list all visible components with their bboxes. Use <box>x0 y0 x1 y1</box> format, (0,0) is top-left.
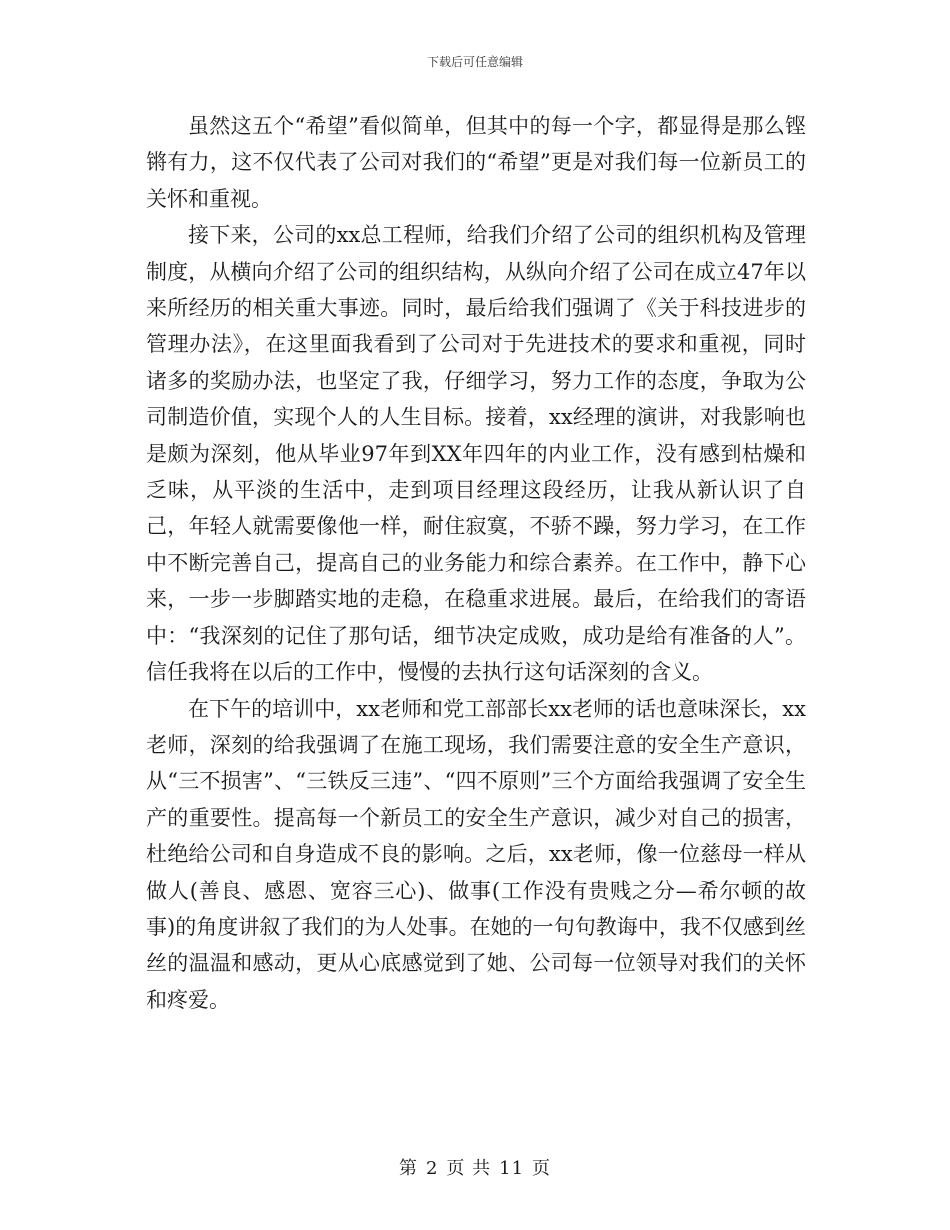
footer-prefix: 第 <box>398 1158 418 1179</box>
footer-total-pages: 11 <box>499 1158 525 1179</box>
footer-current-page: 2 <box>425 1158 439 1179</box>
document-body <box>146 108 806 1018</box>
page-header-note: 下载后可任意编辑 <box>426 55 523 69</box>
footer-middle: 页 共 <box>446 1158 492 1179</box>
paragraph-2: 接下来，公司的xx总工程师，给我们介绍了公司的组织机构及管理制度，从横向介绍了公司的组织结构，从纵向介绍了公司在成立47年以来所经历的相关重大事迹。同时，最后给我们强调了《关于科技进步的管理办法》，在这里面我看到了公司对于先进技术的要求和重视，同时诸多的奖励办法，也坚定了我，仔细学习，努力工作的态度，争取为公司制造价值，实现个人的人生目标。接着，xx经理的演讲，对我影响也是颇为深刻，他从毕业97年到XX年四年的内业工作，没有感到枯燥和乏味，从平淡的生活中，走到项目经理这段经历，让我从新认识了自己，年轻人就需要像他一样，耐住寂寞，不骄不躁，努力学习，在工作中不断完善自己，提高自己的业务能力和综合素养。在工作中，静下心来，一步一步脚踏实地的走稳，在稳重求进展。最后，在给我们的寄语中：“我深刻的记住了那句话，细节决定成败，成功是给有准备的人”。信任我将在以后的工作中，慢慢的去执行这句话深刻的含义。 <box>146 223 806 685</box>
page-number-footer <box>0 1154 950 1180</box>
paragraph-3: 在下午的培训中，xx老师和党工部部长xx老师的话也意味深长，xx老师，深刻的给我强调了在施工现场，我们需要注意的安全生产意识，从“三不损害”、“三铁反三违”、“四不原则”三个方面给我强调了安全生产的重要性。提高每一个新员工的安全生产意识，减少对自己的损害，杜绝给公司和自身造成不良的影响。之后，xx老师，像一位慈母一样从做人(善良、感恩、宽容三心)、做事(工作没有贵贱之分—希尔顿的故事)的角度讲叙了我们的为人处事。在她的一句句教诲中，我不仅感到丝丝的温温和感动，更从心底感觉到了她、公司每一位领导对我们的关怀和疼爱。 <box>146 696 806 1012</box>
footer-suffix: 页 <box>532 1158 552 1179</box>
paragraph-1: 虽然这五个“希望”看似简单，但其中的每一个字，都显得是那么铿锵有力，这不仅代表了公司对我们的“希望”更是对我们每一位新员工的关怀和重视。 <box>146 114 806 211</box>
